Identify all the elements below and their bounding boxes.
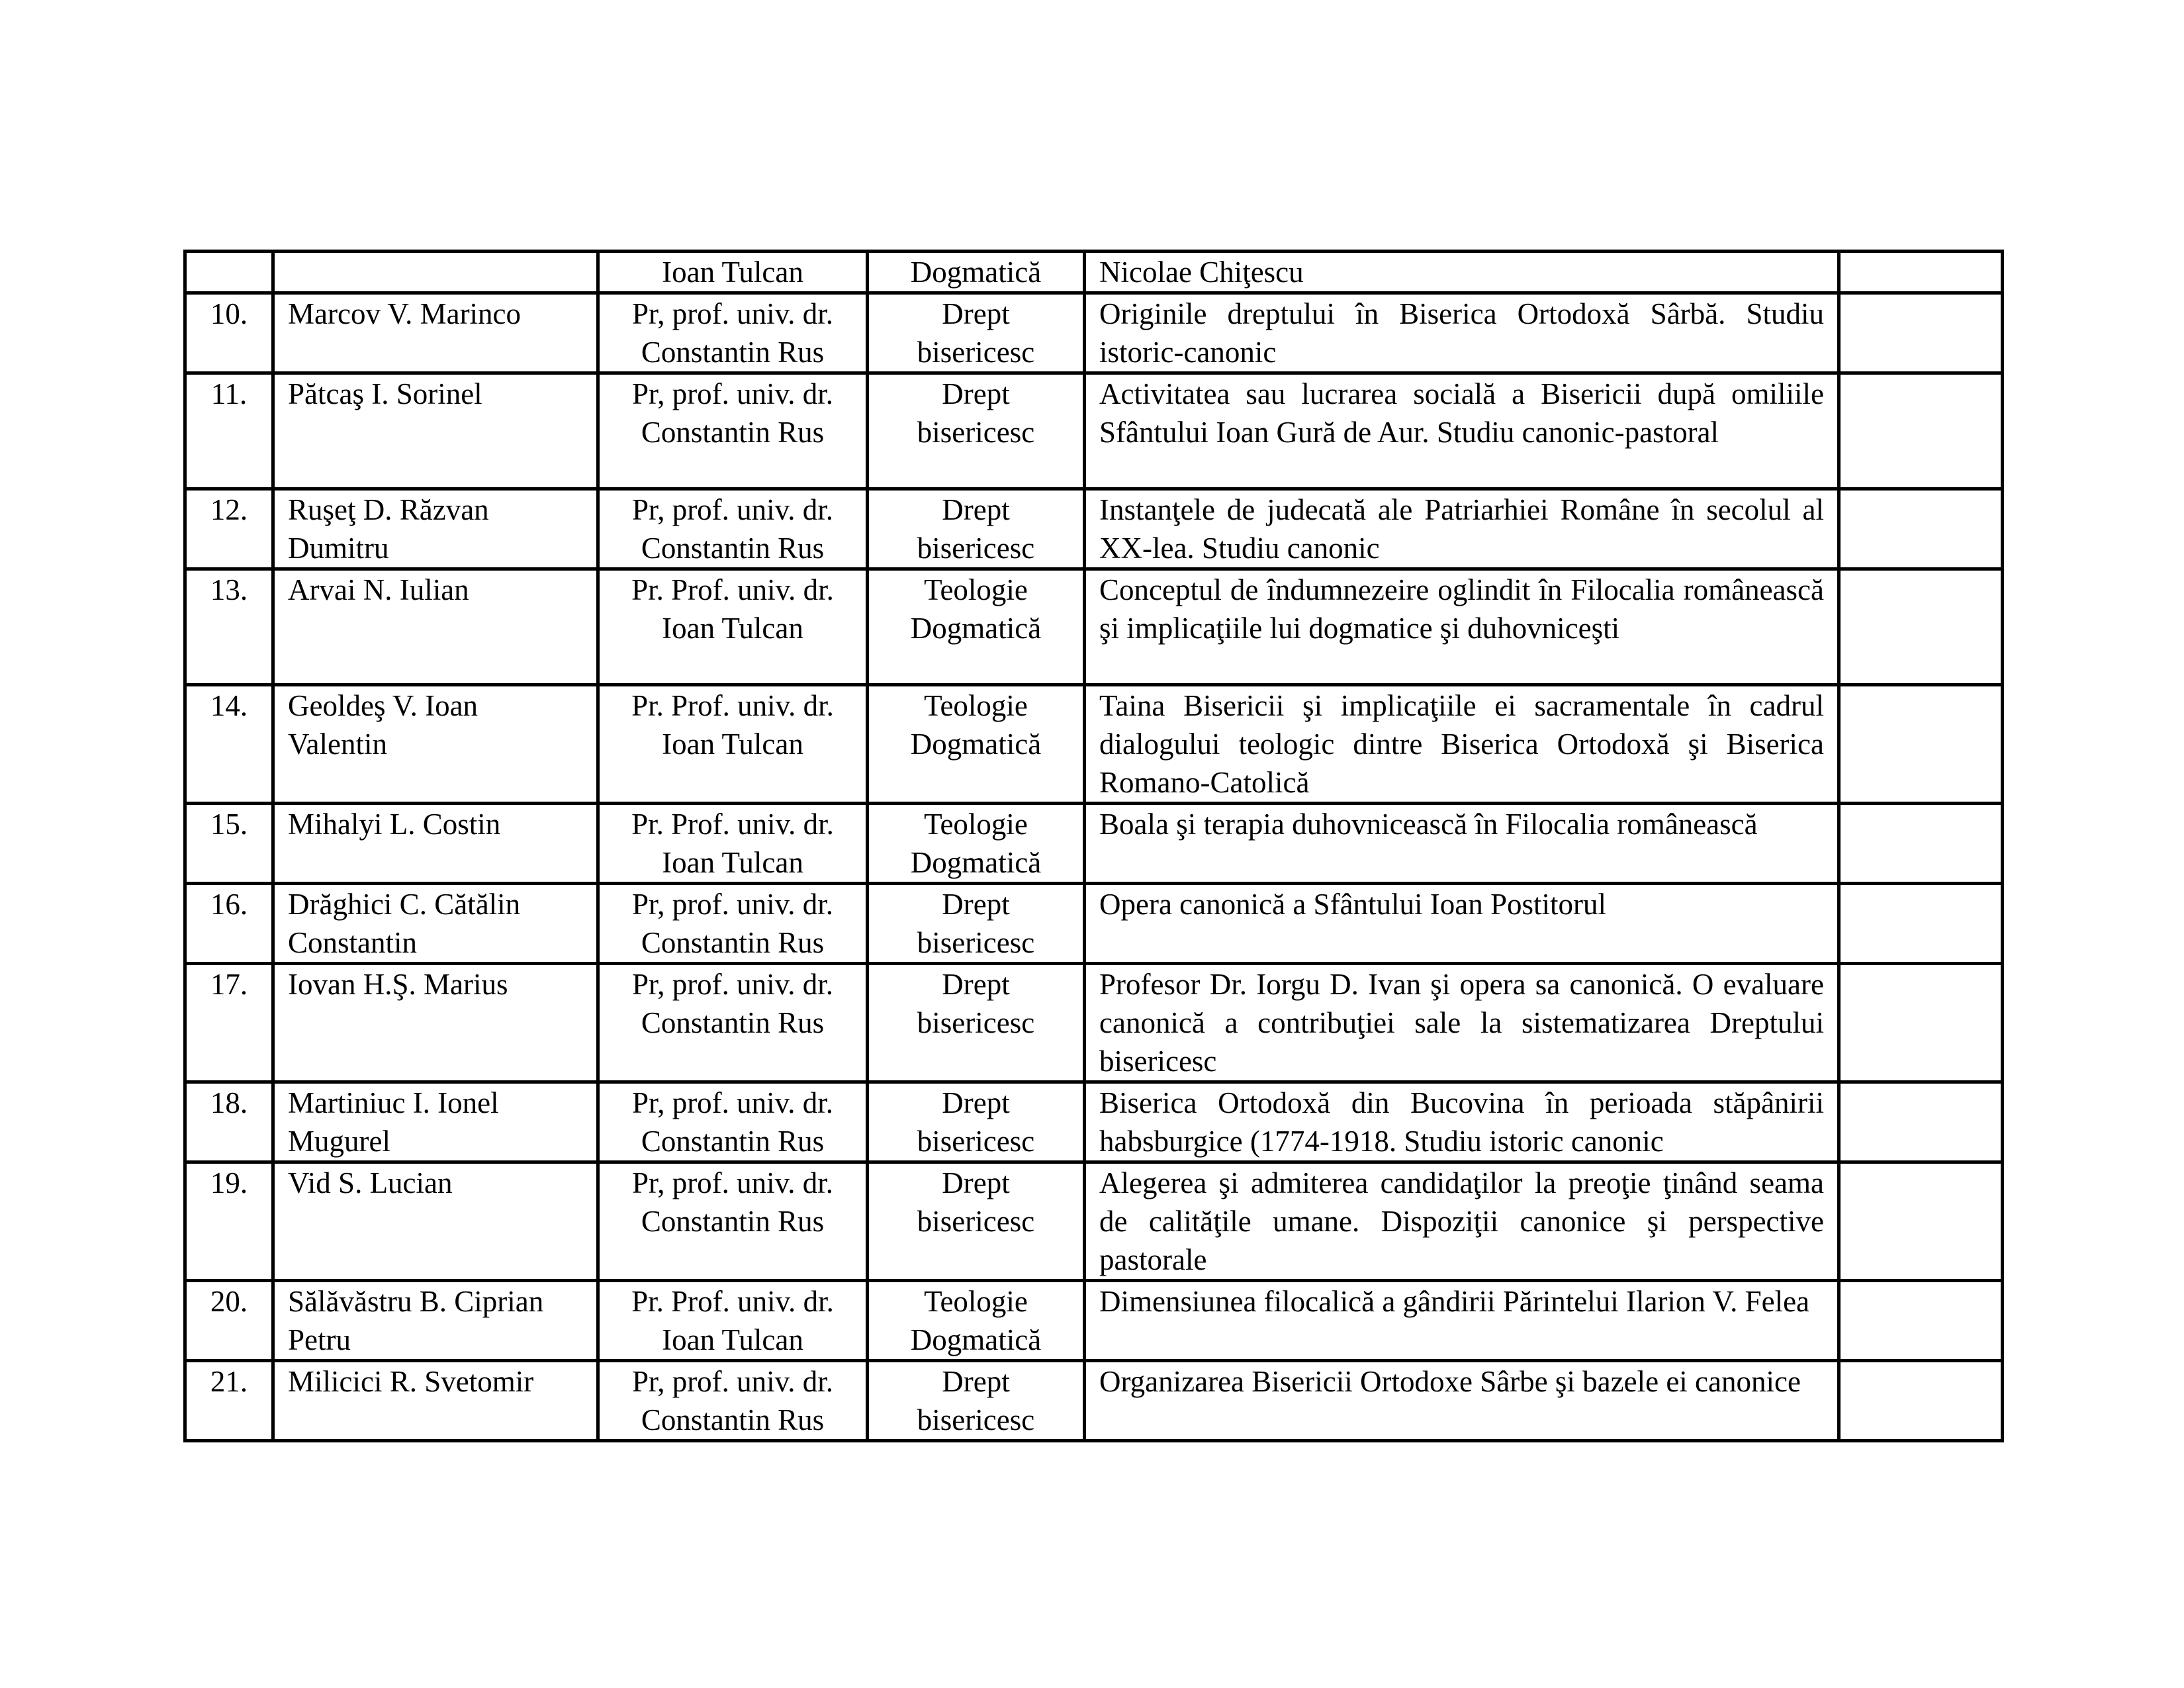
thesis-title: Opera canonică a Sfântului Ioan Postitorul	[1099, 888, 1607, 921]
thesis-title: Profesor Dr. Iorgu D. Ivan şi opera sa canonică. O evaluare canonică a contribuţiei sale la sistematizarea Dreptului bisericesc	[1099, 968, 1824, 1078]
specialization-line: bisericesc	[917, 1006, 1035, 1039]
thesis-title-cell	[1085, 685, 1839, 804]
coordinator-line: Ioan Tulcan	[662, 612, 803, 645]
coordinator-line: Pr, prof. univ. dr.	[631, 1365, 833, 1398]
row-number: 16.	[210, 888, 248, 921]
coordinator-cell	[598, 252, 868, 293]
thesis-title: Conceptul de îndumnezeire oglindit în Filocalia românească şi implicaţiile lui dogmatice şi duhovniceşti	[1099, 573, 1824, 645]
specialization-cell	[868, 804, 1085, 884]
student-name: Marcov V. Marinco	[288, 297, 522, 330]
thesis-title: Boala şi terapia duhovnicească în Filocalia românească	[1099, 808, 1758, 841]
specialization-cell	[868, 569, 1085, 685]
observations-cell	[1839, 373, 2003, 489]
row-number-cell	[185, 489, 273, 569]
student-name-cell	[273, 252, 598, 293]
specialization-line: bisericesc	[917, 416, 1035, 449]
specialization-cell	[868, 1361, 1085, 1441]
thesis-title: Biserica Ortodoxă din Bucovina în perioada stăpânirii habsburgice (1774-1918. Studiu istoric canonic	[1099, 1086, 1824, 1158]
specialization-cell	[868, 1082, 1085, 1162]
specialization-line: bisericesc	[917, 532, 1035, 565]
student-name: Mihalyi L. Costin	[288, 808, 501, 841]
coordinator-line: Ioan Tulcan	[662, 1323, 803, 1356]
row-number: 11.	[210, 377, 248, 410]
coordinator-line: Pr. Prof. univ. dr.	[631, 689, 834, 722]
student-name-cell	[273, 569, 598, 685]
table-row	[185, 489, 2003, 569]
row-number-cell	[185, 569, 273, 685]
coordinator-line: Pr. Prof. univ. dr.	[631, 573, 834, 606]
table-row	[185, 685, 2003, 804]
row-number: 20.	[210, 1285, 248, 1318]
student-name: Pătcaş I. Sorinel	[288, 377, 482, 410]
observations-cell	[1839, 1162, 2003, 1281]
coordinator-line: Pr, prof. univ. dr.	[631, 1166, 833, 1199]
specialization-cell	[868, 489, 1085, 569]
specialization-line: bisericesc	[917, 336, 1035, 369]
specialization-cell	[868, 964, 1085, 1082]
coordinator-line: Pr. Prof. univ. dr.	[631, 808, 834, 841]
coordinator-line: Pr. Prof. univ. dr.	[631, 1285, 834, 1318]
specialization-line: Drept	[942, 968, 1010, 1001]
row-number: 14.	[210, 689, 248, 722]
specialization-cell	[868, 884, 1085, 964]
thesis-title: Nicolae Chiţescu	[1099, 256, 1304, 289]
specialization-line: Dogmatică	[910, 612, 1042, 645]
thesis-title-cell	[1085, 964, 1839, 1082]
thesis-title-cell	[1085, 1281, 1839, 1361]
table-row	[185, 1082, 2003, 1162]
student-name: Ruşeţ D. Răzvan Dumitru	[288, 493, 489, 565]
thesis-title: Alegerea şi admiterea candidaţilor la preoţie ţinând seama de calităţile umane. Dispoziţii canonice şi perspective pastorale	[1099, 1166, 1824, 1276]
coordinator-line: Pr, prof. univ. dr.	[631, 888, 833, 921]
specialization-cell	[868, 685, 1085, 804]
student-name-cell	[273, 489, 598, 569]
specialization-line: Drept	[942, 297, 1010, 330]
row-number-cell	[185, 293, 273, 373]
coordinator-cell	[598, 1082, 868, 1162]
thesis-title: Instanţele de judecată ale Patriarhiei Române în secolul al XX-lea. Studiu canonic	[1099, 493, 1824, 565]
coordinator-cell	[598, 293, 868, 373]
coordinator-line: Pr, prof. univ. dr.	[631, 1086, 833, 1119]
row-number-cell	[185, 964, 273, 1082]
observations-cell	[1839, 293, 2003, 373]
table-row	[185, 1361, 2003, 1441]
specialization-line: bisericesc	[917, 1403, 1035, 1436]
table-row	[185, 1162, 2003, 1281]
coordinator-cell	[598, 373, 868, 489]
student-name: Milicici R. Svetomir	[288, 1365, 534, 1398]
thesis-title-cell	[1085, 569, 1839, 685]
specialization-cell	[868, 373, 1085, 489]
coordinator-cell	[598, 489, 868, 569]
student-name: Iovan H.Ş. Marius	[288, 968, 508, 1001]
coordinator-line: Constantin Rus	[641, 532, 825, 565]
row-number-cell	[185, 1082, 273, 1162]
specialization-line: Teologie	[924, 573, 1028, 606]
row-number-cell	[185, 1361, 273, 1441]
specialization-line: Drept	[942, 888, 1010, 921]
thesis-title-cell	[1085, 373, 1839, 489]
thesis-title-cell	[1085, 293, 1839, 373]
student-name: Vid S. Lucian	[288, 1166, 453, 1199]
student-name-cell	[273, 964, 598, 1082]
observations-cell	[1839, 884, 2003, 964]
row-number-cell	[185, 252, 273, 293]
coordinator-line: Ioan Tulcan	[662, 727, 803, 761]
observations-cell	[1839, 1082, 2003, 1162]
specialization-line: Drept	[942, 1365, 1010, 1398]
thesis-title: Dimensiunea filocalică a gândirii Părintelui Ilarion V. Felea	[1099, 1285, 1810, 1318]
coordinator-cell	[598, 1162, 868, 1281]
row-number: 15.	[210, 808, 248, 841]
coordinator-line: Constantin Rus	[641, 1205, 825, 1238]
row-number-cell	[185, 804, 273, 884]
table-row	[185, 373, 2003, 489]
specialization-line: Drept	[942, 1086, 1010, 1119]
student-name: Sălăvăstru B. Ciprian Petru	[288, 1285, 544, 1356]
thesis-title: Organizarea Bisericii Ortodoxe Sârbe şi bazele ei canonice	[1099, 1365, 1801, 1398]
row-number-cell	[185, 1162, 273, 1281]
specialization-cell	[868, 252, 1085, 293]
specialization-line: bisericesc	[917, 1125, 1035, 1158]
row-number-cell	[185, 884, 273, 964]
student-name-cell	[273, 373, 598, 489]
specialization-line: Dogmatică	[910, 727, 1042, 761]
table-row	[185, 569, 2003, 685]
student-name: Geoldeş V. Ioan Valentin	[288, 689, 478, 761]
specialization-line: Drept	[942, 493, 1010, 526]
row-number-cell	[185, 685, 273, 804]
specialization-line: Teologie	[924, 1285, 1028, 1318]
table-row	[185, 1281, 2003, 1361]
student-name-cell	[273, 1281, 598, 1361]
student-name-cell	[273, 293, 598, 373]
specialization-cell	[868, 1281, 1085, 1361]
coordinator-line: Constantin Rus	[641, 1006, 825, 1039]
thesis-title: Originile dreptului în Biserica Ortodoxă Sârbă. Studiu istoric-canonic	[1099, 297, 1824, 369]
student-name-cell	[273, 804, 598, 884]
coordinator-line: Constantin Rus	[641, 926, 825, 959]
thesis-title-cell	[1085, 1162, 1839, 1281]
student-name-cell	[273, 685, 598, 804]
coordinator-line: Constantin Rus	[641, 1125, 825, 1158]
coordinator-line: Pr, prof. univ. dr.	[631, 377, 833, 410]
specialization-line: bisericesc	[917, 926, 1035, 959]
specialization-line: bisericesc	[917, 1205, 1035, 1238]
row-number: 10.	[210, 297, 248, 330]
specialization-line: Dogmatică	[910, 1323, 1042, 1356]
row-number-cell	[185, 1281, 273, 1361]
student-name-cell	[273, 1162, 598, 1281]
student-name: Arvai N. Iulian	[288, 573, 469, 606]
student-name-cell	[273, 1082, 598, 1162]
thesis-title: Activitatea sau lucrarea socială a Bisericii după omiliile Sfântului Ioan Gură de Aur. Studiu canonic-pastoral	[1099, 377, 1824, 449]
coordinator-line: Constantin Rus	[641, 416, 825, 449]
thesis-title-cell	[1085, 1082, 1839, 1162]
observations-cell	[1839, 252, 2003, 293]
student-name-cell	[273, 1361, 598, 1441]
student-name-cell	[273, 884, 598, 964]
row-number-cell	[185, 373, 273, 489]
row-number: 12.	[210, 493, 248, 526]
coordinator-cell	[598, 569, 868, 685]
row-number: 21.	[210, 1365, 248, 1398]
observations-cell	[1839, 964, 2003, 1082]
thesis-title: Taina Bisericii şi implicaţiile ei sacramentale în cadrul dialogului teologic dintre Biserica Ortodoxă şi Biserica Romano-Catolică	[1099, 689, 1824, 799]
thesis-table	[183, 250, 2004, 1442]
coordinator-line: Constantin Rus	[641, 336, 825, 369]
coordinator-line: Constantin Rus	[641, 1403, 825, 1436]
thesis-title-cell	[1085, 1361, 1839, 1441]
coordinator-cell	[598, 1281, 868, 1361]
specialization-cell	[868, 293, 1085, 373]
specialization-line: Dogmatică	[910, 846, 1042, 879]
row-number: 18.	[210, 1086, 248, 1119]
observations-cell	[1839, 1361, 2003, 1441]
thesis-title-cell	[1085, 489, 1839, 569]
coordinator-cell	[598, 804, 868, 884]
coordinator-cell	[598, 964, 868, 1082]
table-row	[185, 964, 2003, 1082]
thesis-title-cell	[1085, 884, 1839, 964]
row-number: 19.	[210, 1166, 248, 1199]
student-name: Martiniuc I. Ionel Mugurel	[288, 1086, 499, 1158]
coordinator-line: Ioan Tulcan	[662, 846, 803, 879]
observations-cell	[1839, 489, 2003, 569]
table-row	[185, 884, 2003, 964]
specialization-line: Dogmatică	[910, 256, 1042, 289]
table-row	[185, 252, 2003, 293]
table-row	[185, 293, 2003, 373]
thesis-title-cell	[1085, 804, 1839, 884]
row-number: 13.	[210, 573, 248, 606]
observations-cell	[1839, 569, 2003, 685]
observations-cell	[1839, 1281, 2003, 1361]
row-number: 17.	[210, 968, 248, 1001]
coordinator-cell	[598, 685, 868, 804]
specialization-cell	[868, 1162, 1085, 1281]
coordinator-line: Pr, prof. univ. dr.	[631, 297, 833, 330]
specialization-line: Drept	[942, 377, 1010, 410]
coordinator-line: Pr, prof. univ. dr.	[631, 493, 833, 526]
coordinator-line: Ioan Tulcan	[662, 256, 803, 289]
coordinator-cell	[598, 884, 868, 964]
specialization-line: Teologie	[924, 808, 1028, 841]
coordinator-cell	[598, 1361, 868, 1441]
specialization-line: Teologie	[924, 689, 1028, 722]
observations-cell	[1839, 685, 2003, 804]
thesis-title-cell	[1085, 252, 1839, 293]
observations-cell	[1839, 804, 2003, 884]
student-name: Drăghici C. Cătălin Constantin	[288, 888, 521, 959]
specialization-line: Drept	[942, 1166, 1010, 1199]
thesis-table-body	[185, 252, 2003, 1441]
table-row	[185, 804, 2003, 884]
coordinator-line: Pr, prof. univ. dr.	[631, 968, 833, 1001]
